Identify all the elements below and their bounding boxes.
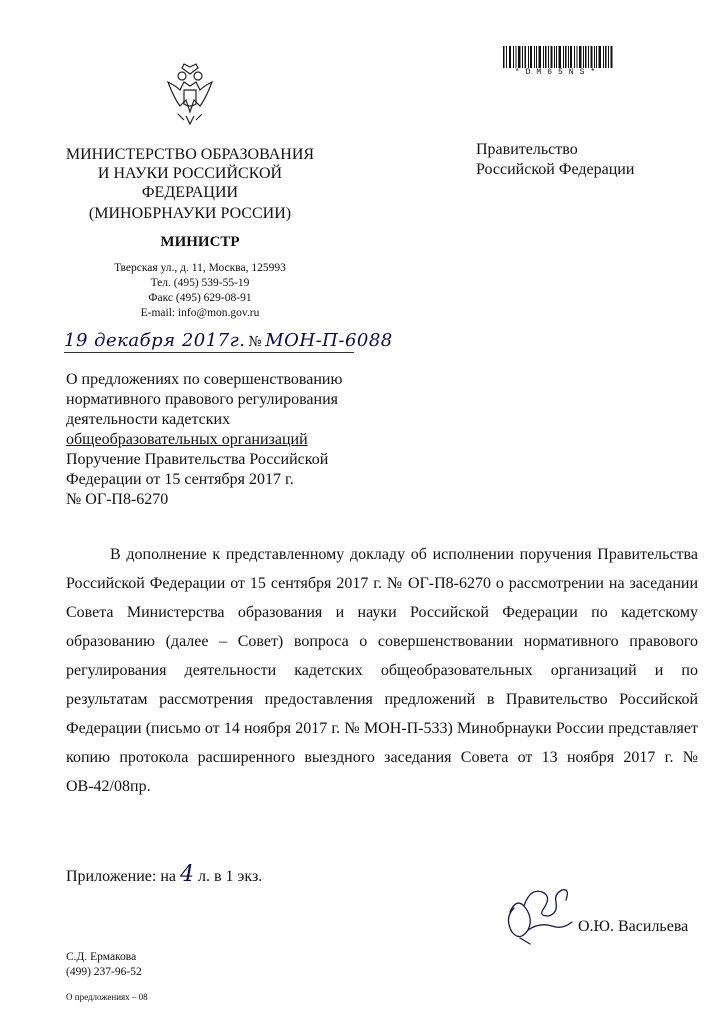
sender-phone: Тел. (495) 539-55-19	[150, 277, 250, 289]
ministry-name	[40, 145, 340, 202]
barcode-text: *DM65NS*	[514, 68, 602, 77]
recipient-line-2: Российской Федерации	[476, 161, 635, 178]
executor-phone: (499) 237-96-52	[66, 966, 142, 978]
attachment-suffix: л. в 1 экз.	[197, 868, 263, 885]
registration-underline	[64, 352, 354, 353]
subject-block	[66, 370, 376, 510]
footer-reference: О предложениях – 08	[66, 992, 148, 1002]
signer-name: О.Ю. Васильева	[578, 918, 689, 935]
barcode-image	[503, 46, 613, 68]
attachment-line	[66, 862, 262, 887]
ministry-line-2: И НАУКИ РОССИЙСКОЙ	[97, 165, 283, 182]
recipient-line-1: Правительство	[476, 141, 578, 158]
sender-fax: Факс (495) 629-08-91	[148, 292, 252, 304]
subject-line-2: нормативного правового регулирования	[66, 391, 339, 408]
ministry-line-1: МИНИСТЕРСТВО ОБРАЗОВАНИЯ	[65, 146, 315, 163]
subject-line-6: Федерации от 15 сентября 2017 г.	[66, 471, 294, 488]
subject-line-4: общеобразовательных организаций	[66, 431, 308, 448]
attachment-prefix: Приложение: на	[66, 868, 176, 885]
sender-role: МИНИСТР	[160, 234, 240, 250]
sender-contacts	[60, 261, 340, 321]
sender-address: Тверская ул., д. 11, Москва, 125993	[114, 262, 286, 274]
sender-email: E-mail: info@mon.gov.ru	[140, 307, 260, 319]
ministry-short-name: (МИНОБРНАУКИ РОССИИ)	[88, 205, 292, 222]
subject-line-3: деятельности кадетских	[66, 411, 231, 428]
executor-block	[66, 950, 142, 980]
body-paragraph: В дополнение к представленному докладу об исполнении поручения Правительства Российской Федерации от 15 сентября 2017 г. № ОГ-П8-6270 о рассмотрении на заседании Совета Министерства образования и науки Российской Федерации по кадетскому образованию (далее – Совет) вопроса о совершенствовании нормативного правового регулирования деятельности кадетских общеобразовательных организаций и по результатам рассмотрения предоставления предложений в Правительство Российской Федерации (письмо от 14 ноября 2017 г. № МОН-П-533) Минобрнауки России представляет копию протокола расширенного выездного заседания Совета от 13 ноября 2017 г. № ОВ-42/08пр.	[66, 546, 698, 795]
subject-line-5: Поручение Правительства Российской	[66, 451, 329, 468]
handwritten-signature-icon	[500, 878, 580, 948]
recipient-block	[476, 140, 706, 180]
subject-line-1: О предложениях по совершенствованию	[66, 371, 343, 388]
registration-line	[64, 330, 393, 351]
handwritten-number: МОН-П-6088	[265, 330, 393, 351]
handwritten-date: 19 декабря 2017г.	[64, 330, 246, 351]
coat-of-arms-icon	[160, 60, 220, 130]
attachment-pages-handwritten: 4	[179, 862, 194, 887]
executor-name: С.Д. Ермакова	[66, 951, 137, 963]
subject-line-7: № ОГ-П8-6270	[66, 491, 169, 508]
number-sign: №	[248, 334, 263, 350]
ministry-line-3: ФЕДЕРАЦИИ	[141, 184, 239, 201]
